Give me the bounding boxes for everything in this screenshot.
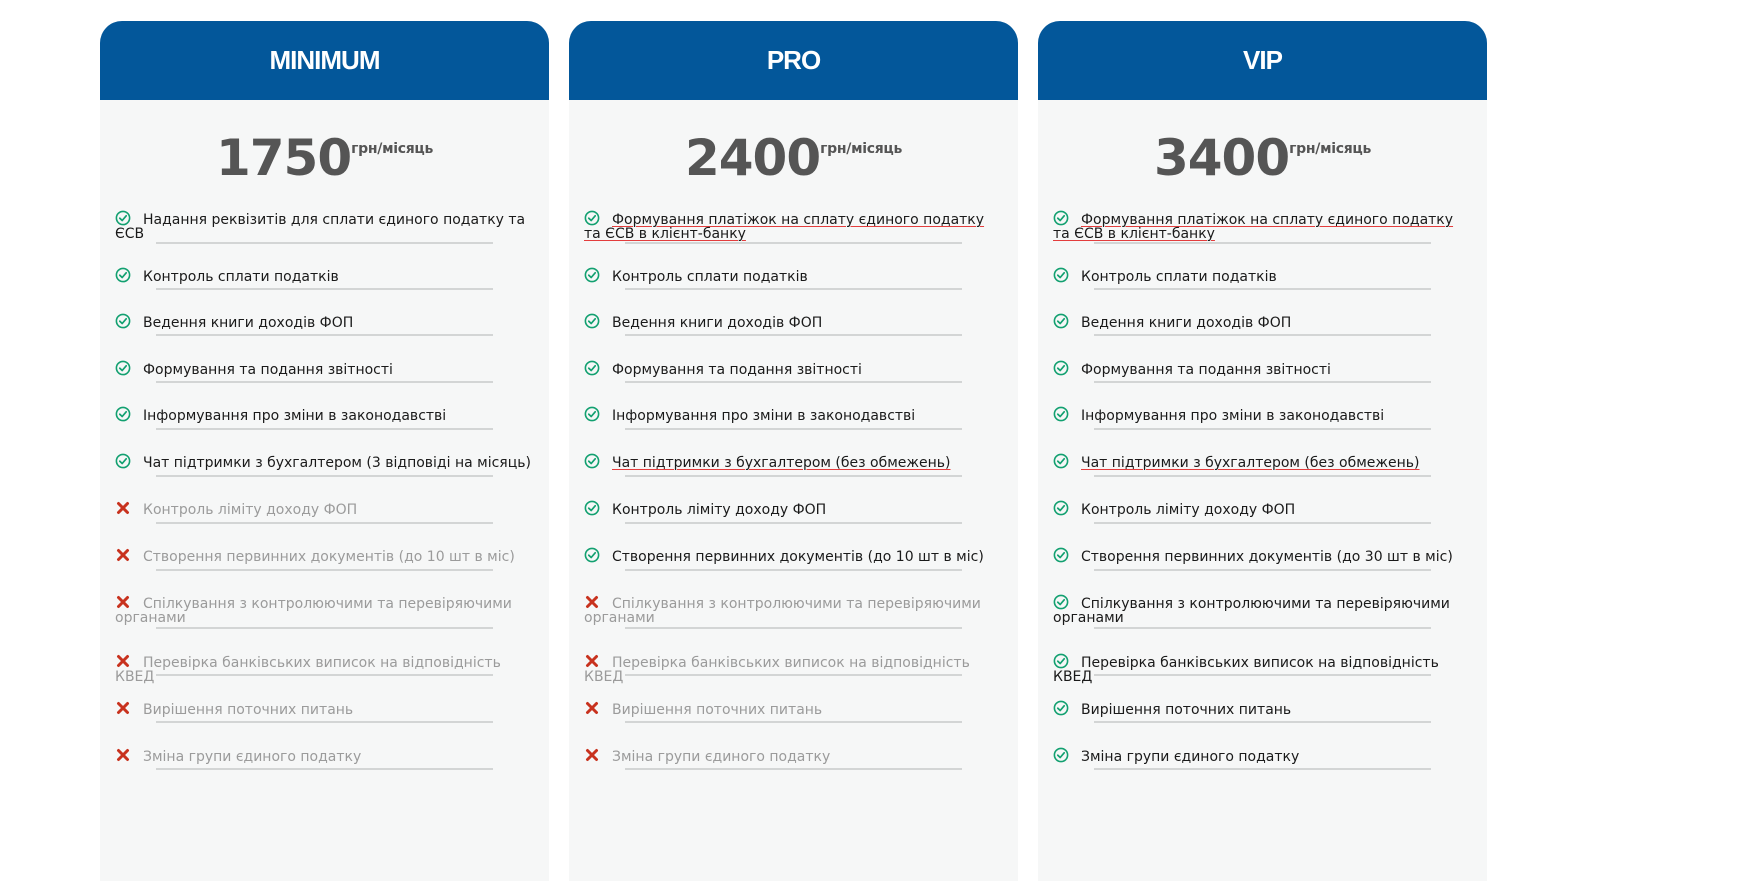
feature-item: [569, 594, 1018, 625]
feature-text: Чат підтримки з бухгалтером (без обмежень): [612, 455, 951, 471]
feature-divider: [156, 242, 493, 244]
feature-item: [100, 360, 549, 377]
feature-item: [100, 313, 549, 330]
feature-divider: [625, 242, 962, 244]
plan-price: [569, 100, 1018, 222]
feature-text: Спілкування з контролюючими та перевіряючими органами: [1053, 596, 1450, 626]
feature-item: [569, 210, 1018, 241]
check-icon: [1053, 700, 1069, 716]
feature-divider: [156, 334, 493, 336]
price-unit: грн/місяць: [820, 141, 903, 157]
price-unit: грн/місяць: [1289, 141, 1372, 157]
feature-item: [569, 500, 1018, 517]
feature-divider: [156, 674, 493, 676]
feature-divider: [1094, 627, 1431, 629]
check-icon: [1053, 406, 1069, 422]
feature-item: [100, 453, 549, 470]
cross-icon: [115, 500, 131, 516]
check-icon: [584, 500, 600, 516]
feature-item: [1038, 547, 1487, 564]
cross-icon: [584, 594, 600, 610]
feature-text: Чат підтримки з бухгалтером (3 відповіді на місяць): [143, 455, 531, 471]
feature-text: Спілкування з контролюючими та перевіряючими органами: [115, 596, 512, 626]
cross-icon: [115, 700, 131, 716]
feature-item: [1038, 700, 1487, 717]
price-amount: 2400: [684, 129, 821, 187]
feature-text: Інформування про зміни в законодавстві: [1081, 408, 1385, 424]
feature-text: Вирішення поточних питань: [612, 702, 823, 718]
feature-item: [100, 500, 549, 517]
feature-divider: [1094, 334, 1431, 336]
feature-text: Контроль ліміту доходу ФОП: [143, 502, 358, 518]
feature-divider: [156, 627, 493, 629]
feature-item: [1038, 594, 1487, 625]
feature-divider: [156, 721, 493, 723]
feature-divider: [1094, 768, 1431, 770]
feature-divider: [625, 288, 962, 290]
feature-text: Інформування про зміни в законодавстві: [143, 408, 447, 424]
check-icon: [584, 547, 600, 563]
feature-divider: [1094, 428, 1431, 430]
plan-price: [100, 100, 549, 222]
feature-text: Контроль сплати податків: [612, 269, 808, 285]
feature-item: [569, 453, 1018, 470]
feature-item: [100, 653, 549, 684]
feature-text: Зміна групи єдиного податку: [1081, 749, 1300, 765]
feature-divider: [1094, 381, 1431, 383]
feature-divider: [156, 288, 493, 290]
check-icon: [1053, 360, 1069, 376]
check-icon: [1053, 653, 1069, 669]
check-icon: [1053, 313, 1069, 329]
cross-icon: [584, 747, 600, 763]
cross-icon: [115, 547, 131, 563]
feature-text: Формування та подання звітності: [143, 362, 393, 378]
feature-divider: [625, 334, 962, 336]
plan-price: [1038, 100, 1487, 222]
feature-divider: [1094, 475, 1431, 477]
feature-text: Створення первинних документів (до 10 шт в міс): [612, 549, 984, 565]
feature-divider: [156, 768, 493, 770]
feature-text: Контроль ліміту доходу ФОП: [612, 502, 827, 518]
feature-item: [1038, 210, 1487, 241]
check-icon: [584, 210, 600, 226]
feature-text: Інформування про зміни в законодавстві: [612, 408, 916, 424]
feature-divider: [1094, 288, 1431, 290]
feature-item: [1038, 747, 1487, 764]
feature-list: [100, 212, 549, 862]
cross-icon: [584, 700, 600, 716]
feature-item: [1038, 267, 1487, 284]
feature-item: [569, 406, 1018, 423]
check-icon: [1053, 747, 1069, 763]
feature-item: [100, 747, 549, 764]
check-icon: [584, 406, 600, 422]
feature-divider: [625, 381, 962, 383]
feature-text: Ведення книги доходів ФОП: [612, 315, 823, 331]
feature-text: Надання реквізитів для сплати єдиного податку та ЄСВ: [115, 212, 526, 242]
feature-item: [100, 547, 549, 564]
feature-text: Формування та подання звітності: [1081, 362, 1331, 378]
feature-divider: [625, 522, 962, 524]
feature-text: Ведення книги доходів ФОП: [143, 315, 354, 331]
feature-item: [569, 313, 1018, 330]
check-icon: [1053, 500, 1069, 516]
check-icon: [1053, 594, 1069, 610]
feature-divider: [625, 721, 962, 723]
feature-divider: [1094, 522, 1431, 524]
feature-item: [1038, 500, 1487, 517]
plan-card-vip: [1038, 21, 1487, 881]
feature-divider: [1094, 569, 1431, 571]
feature-item: [1038, 406, 1487, 423]
feature-item: [100, 406, 549, 423]
feature-item: [1038, 453, 1487, 470]
feature-item: [1038, 653, 1487, 684]
feature-divider: [156, 475, 493, 477]
feature-list: [1038, 212, 1487, 862]
feature-item: [100, 700, 549, 717]
check-icon: [115, 267, 131, 283]
feature-text: Перевірка банківських виписок на відповідність КВЕД: [1053, 655, 1439, 685]
feature-text: Ведення книги доходів ФОП: [1081, 315, 1292, 331]
feature-text: Контроль сплати податків: [143, 269, 339, 285]
feature-item: [100, 267, 549, 284]
feature-list: [569, 212, 1018, 862]
cross-icon: [584, 653, 600, 669]
feature-text: Зміна групи єдиного податку: [612, 749, 831, 765]
feature-item: [569, 360, 1018, 377]
feature-text: Контроль ліміту доходу ФОП: [1081, 502, 1296, 518]
feature-divider: [625, 674, 962, 676]
plan-header: [1038, 21, 1487, 100]
price-unit: грн/місяць: [351, 141, 434, 157]
feature-divider: [156, 569, 493, 571]
feature-item: [569, 653, 1018, 684]
feature-item: [100, 594, 549, 625]
feature-divider: [1094, 721, 1431, 723]
feature-text: Перевірка банківських виписок на відповідність КВЕД: [115, 655, 501, 685]
feature-text: Формування платіжок на сплату єдиного податку та ЄСВ в клієнт-банку: [1053, 212, 1454, 242]
feature-divider: [625, 569, 962, 571]
feature-divider: [156, 522, 493, 524]
feature-text: Створення первинних документів (до 10 шт в міс): [143, 549, 515, 565]
plan-card-minimum: [100, 21, 549, 881]
check-icon: [584, 267, 600, 283]
feature-divider: [156, 428, 493, 430]
feature-item: [1038, 313, 1487, 330]
price-amount: 1750: [215, 129, 352, 187]
check-icon: [115, 360, 131, 376]
feature-text: Формування платіжок на сплату єдиного податку та ЄСВ в клієнт-банку: [584, 212, 985, 242]
feature-text: Перевірка банківських виписок на відповідність КВЕД: [584, 655, 970, 685]
check-icon: [584, 313, 600, 329]
feature-text: Спілкування з контролюючими та перевіряючими органами: [584, 596, 981, 626]
check-icon: [584, 360, 600, 376]
feature-divider: [1094, 674, 1431, 676]
check-icon: [1053, 547, 1069, 563]
check-icon: [115, 406, 131, 422]
check-icon: [115, 210, 131, 226]
check-icon: [1053, 210, 1069, 226]
feature-text: Контроль сплати податків: [1081, 269, 1277, 285]
feature-divider: [625, 428, 962, 430]
feature-text: Чат підтримки з бухгалтером (без обмежень): [1081, 455, 1420, 471]
feature-divider: [625, 627, 962, 629]
feature-item: [569, 267, 1018, 284]
feature-text: Вирішення поточних питань: [143, 702, 354, 718]
feature-item: [1038, 360, 1487, 377]
price-amount: 3400: [1153, 129, 1290, 187]
feature-text: Вирішення поточних питань: [1081, 702, 1292, 718]
plan-title: PRO: [766, 45, 821, 75]
plan-card-pro: [569, 21, 1018, 881]
plan-title: VIP: [1243, 45, 1282, 75]
feature-item: [569, 700, 1018, 717]
plan-header: [569, 21, 1018, 100]
check-icon: [115, 453, 131, 469]
cross-icon: [115, 653, 131, 669]
plan-header: [100, 21, 549, 100]
feature-divider: [1094, 242, 1431, 244]
cross-icon: [115, 747, 131, 763]
feature-text: Зміна групи єдиного податку: [143, 749, 362, 765]
feature-text: Створення первинних документів (до 30 шт в міс): [1081, 549, 1453, 565]
check-icon: [584, 453, 600, 469]
check-icon: [1053, 453, 1069, 469]
feature-text: Формування та подання звітності: [612, 362, 862, 378]
cross-icon: [115, 594, 131, 610]
plan-title: MINIMUM: [269, 45, 380, 75]
feature-item: [100, 210, 549, 241]
feature-item: [569, 747, 1018, 764]
feature-divider: [625, 475, 962, 477]
check-icon: [1053, 267, 1069, 283]
pricing-cards: [100, 21, 1487, 881]
check-icon: [115, 313, 131, 329]
feature-item: [569, 547, 1018, 564]
feature-divider: [625, 768, 962, 770]
feature-divider: [156, 381, 493, 383]
